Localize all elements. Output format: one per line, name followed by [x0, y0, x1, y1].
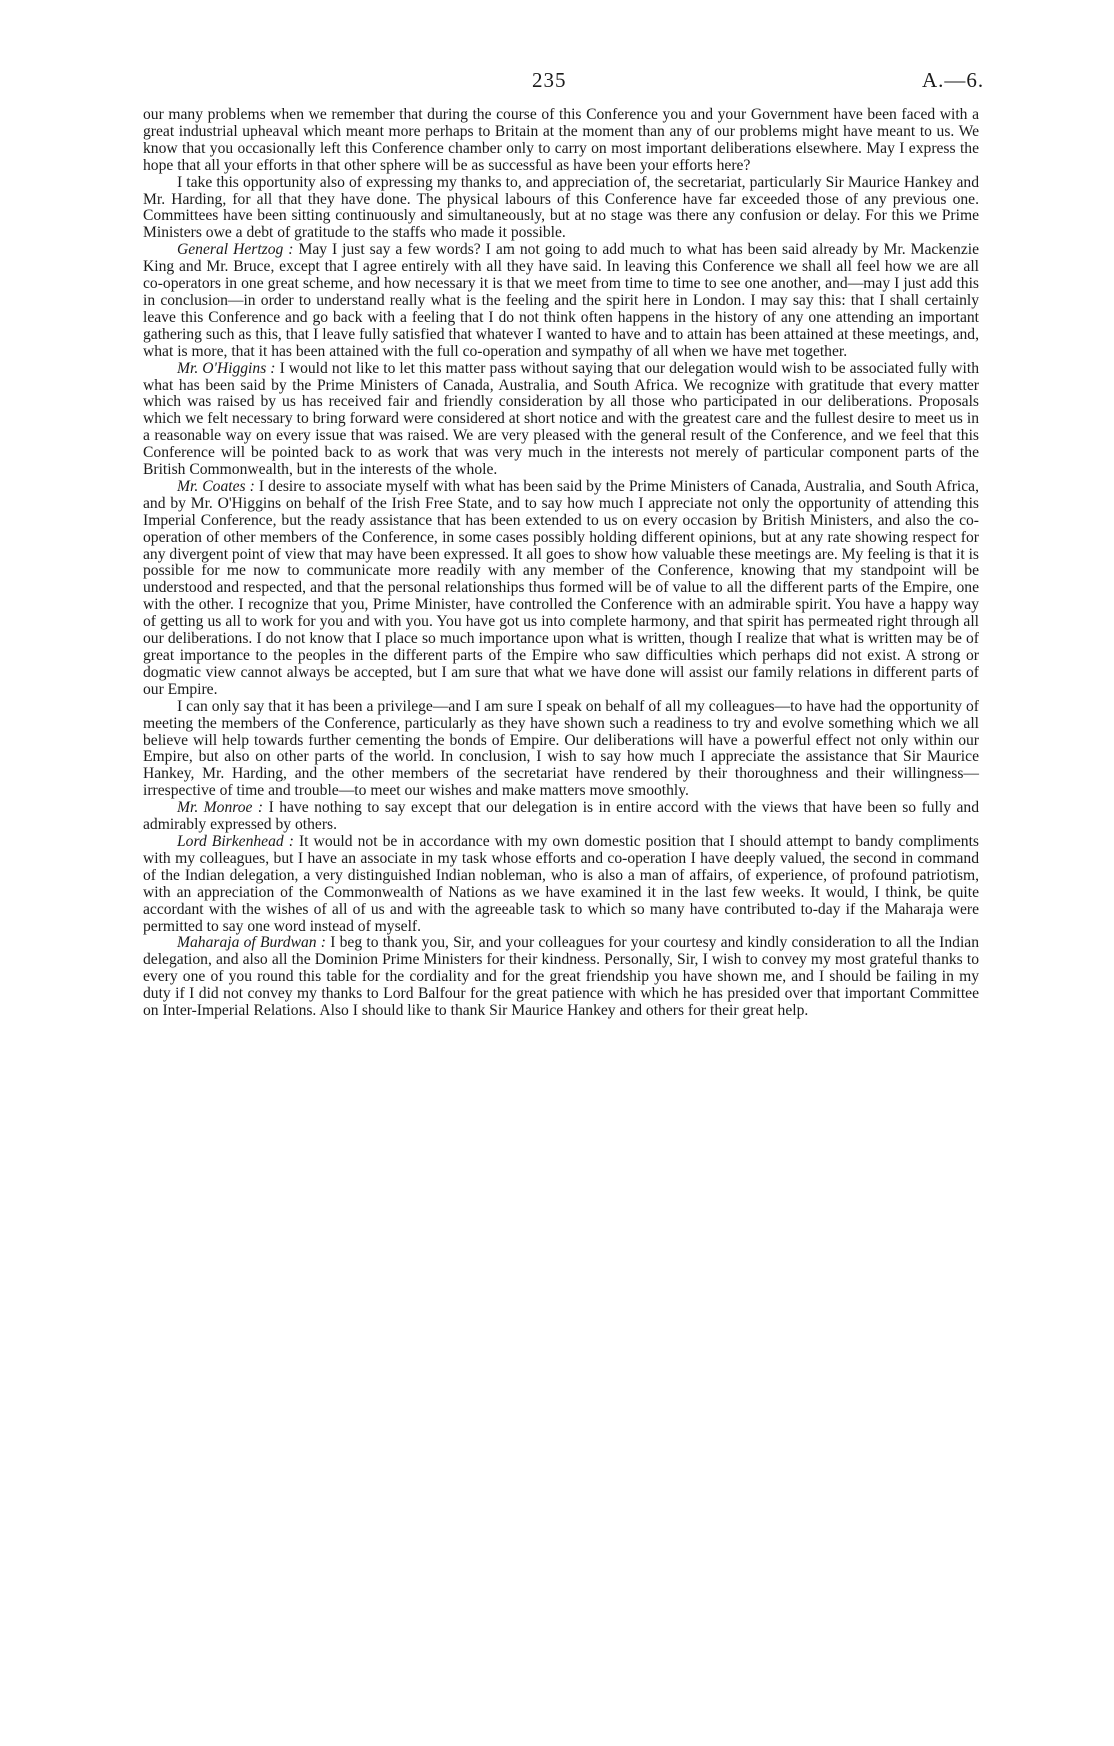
paragraph-coates-continued [143, 699, 979, 800]
paragraph-coates [143, 479, 979, 699]
speaker-name: Mr. Monroe : [177, 799, 264, 817]
document-reference: A.—6. [922, 68, 985, 92]
body-text [143, 107, 979, 1020]
paragraph-monroe [143, 800, 979, 834]
paragraph-text: It would not be in accordance with my own domestic position that I should attempt to bandy compliments with my colleagues, but I have an associate in my task whose efforts and co-operation I have deeply valued, the second in command of the Indian delegation, a very distinguished Indian nobleman, who is also a man of affairs, of experience, of profound patriotism, with an appreciation of the Commonwealth of Nations as we have examined it in the last few weeks. It would, I think, be quite accordant with the wishes of all of us and with the agreeable task to which so many have contributed to-day if the Maharaja were permitted to say one word instead of myself. [143, 832, 980, 935]
paragraph-text: I would not like to let this matter pass without saying that our delegation would wish to be associated fully with what has been said by the Prime Ministers of Canada, Australia, and South Africa. We recognize with gratitude that every matter which was raised by us has received fair and friendly consideration by all those who participated in our deliberations. Proposals which we felt necessary to bring forward were considered at short notice and with the greatest care and the fullest desire to meet us in a reasonable way on every issue that was raised. We are very pleased with the general result of the Conference, and we feel that this Conference will be pointed back to as work that was very much in the interests not merely of particular component parts of the British Commonwealth, but in the interests of the whole. [143, 359, 980, 479]
paragraph-text: I have nothing to say except that our delegation is in entire accord with the views that have been so fully and admirably expressed by others. [143, 799, 979, 834]
speaker-name: Maharaja of Burdwan : [177, 934, 326, 952]
paragraph-birkenhead [143, 834, 979, 935]
paragraph-continued [143, 107, 979, 175]
paragraph-text: May I just say a few words? I am not going to add much to what has been said already by Mr. Mackenzie King and Mr. Bruce, except that I agree entirely with all they have said. In leaving this Conference we shall all feel how we are all co-operators in one great scheme, and how necessary it is that we meet from time to time to see one another, and—may I just add this in conclusion—in order to understand really what is the feeling and the spirit here in London. I may say this: that I shall certainly leave this Conference and go back with a feeling that I do not think often happens in the history of any one attending an important gathering such as this, that I leave fully satisfied that whatever I wanted to have and to attain has been attained at these meetings, and, what is more, that it has been attained with the full co-operation and sympathy of all when we have met together. [143, 241, 979, 360]
speaker-name: Lord Birkenhead : [177, 832, 294, 850]
paragraph-ohiggins [143, 361, 979, 479]
paragraph-text: I take this opportunity also of expressing my thanks to, and appreciation of, the secretariat, particularly Sir Maurice Hankey and Mr. Harding, for all that they have done. The physical labours of this Conference have far exceeded those of any previous one. Committees have been sitting continuously and simultaneously, but at no stage was there any confusion or delay. For this we Prime Ministers owe a debt of gratitude to the staffs who made it possible. [143, 173, 979, 242]
speaker-name: Mr. Coates : [177, 477, 255, 495]
paragraph-secretariat-thanks [143, 175, 979, 243]
page-number: 235 [532, 68, 567, 92]
page-header [0, 68, 1114, 98]
paragraph-maharaja [143, 935, 979, 1020]
speaker-name: General Hertzog : [177, 241, 294, 259]
speaker-name: Mr. O'Higgins : [177, 359, 276, 377]
paragraph-hertzog [143, 242, 979, 360]
paragraph-text: I beg to thank you, Sir, and your colleagues for your courtesy and kindly consideration to all the Indian delegation, and also all the Dominion Prime Ministers for their kindness. Personally, Sir, I wish to convey my most grateful thanks to every one of you round this table for the cordiality and for the great friendship you have shown me, and I should be failing in my duty if I did not convey my thanks to Lord Balfour for the great patience with which he has presided over that important Committee on Inter-Imperial Relations. Also I should like to thank Sir Maurice Hankey and others for their great help. [143, 934, 979, 1020]
paragraph-text: I desire to associate myself with what has been said by the Prime Ministers of Canada, Australia, and South Africa, and by Mr. O'Higgins on behalf of the Irish Free State, and to say how much I appreciate not only the opportunity of attending this Imperial Conference, but the ready assistance that has been extended to us on every occasion by British Ministers, and also the co-operation of other members of the Conference, in some cases possibly holding different opinions, but at any rate showing respect for any divergent point of view that may have been expressed. It all goes to show how valuable these meetings are. My feeling is that it is possible for me now to communicate more readily with any member of the Conference, knowing that my standpoint will be understood and respected, and that the personal relationships thus formed will be of value to all the different parts of the Empire, one with the other. I recognize that you, Prime Minister, have controlled the Conference with an admirable spirit. You have a happy way of getting us all to work for you and with you. You have got us into complete harmony, and that spirit has permeated right through all our deliberations. I do not know that I place so much importance upon what is written, though I realize that what is written may be of great importance to the peoples in the different parts of the Empire who saw difficulties which perhaps did not exist. A strong or dogmatic view cannot always be accepted, but I am sure that what we have done will assist our family relations in different parts of our Empire. [143, 477, 979, 698]
paragraph-text: I can only say that it has been a privilege—and I am sure I speak on behalf of all my colleagues—to have had the opportunity of meeting the members of the Conference, particularly as they have shown such a readiness to try and evolve something which we all believe will help towards further cementing the bonds of Empire. Our deliberations will have a powerful effect not only within our Empire, but also on other parts of the world. In conclusion, I wish to say how much I appreciate the assistance that Sir Maurice Hankey, Mr. Harding, and the other members of the secretariat have rendered by their thoroughness and their willingness—irrespective of time and trouble—to meet our wishes and make matters move smoothly. [143, 697, 979, 800]
paragraph-text: our many problems when we remember that during the course of this Conference you and your Government have been faced with a great industrial upheaval which meant more perhaps to Britain at the moment than any of our problems might have meant to us. We know that you occasionally left this Conference chamber only to carry on most important deliberations elsewhere. May I express the hope that all your efforts in that other sphere will be as successful as have been your efforts here? [143, 106, 979, 174]
